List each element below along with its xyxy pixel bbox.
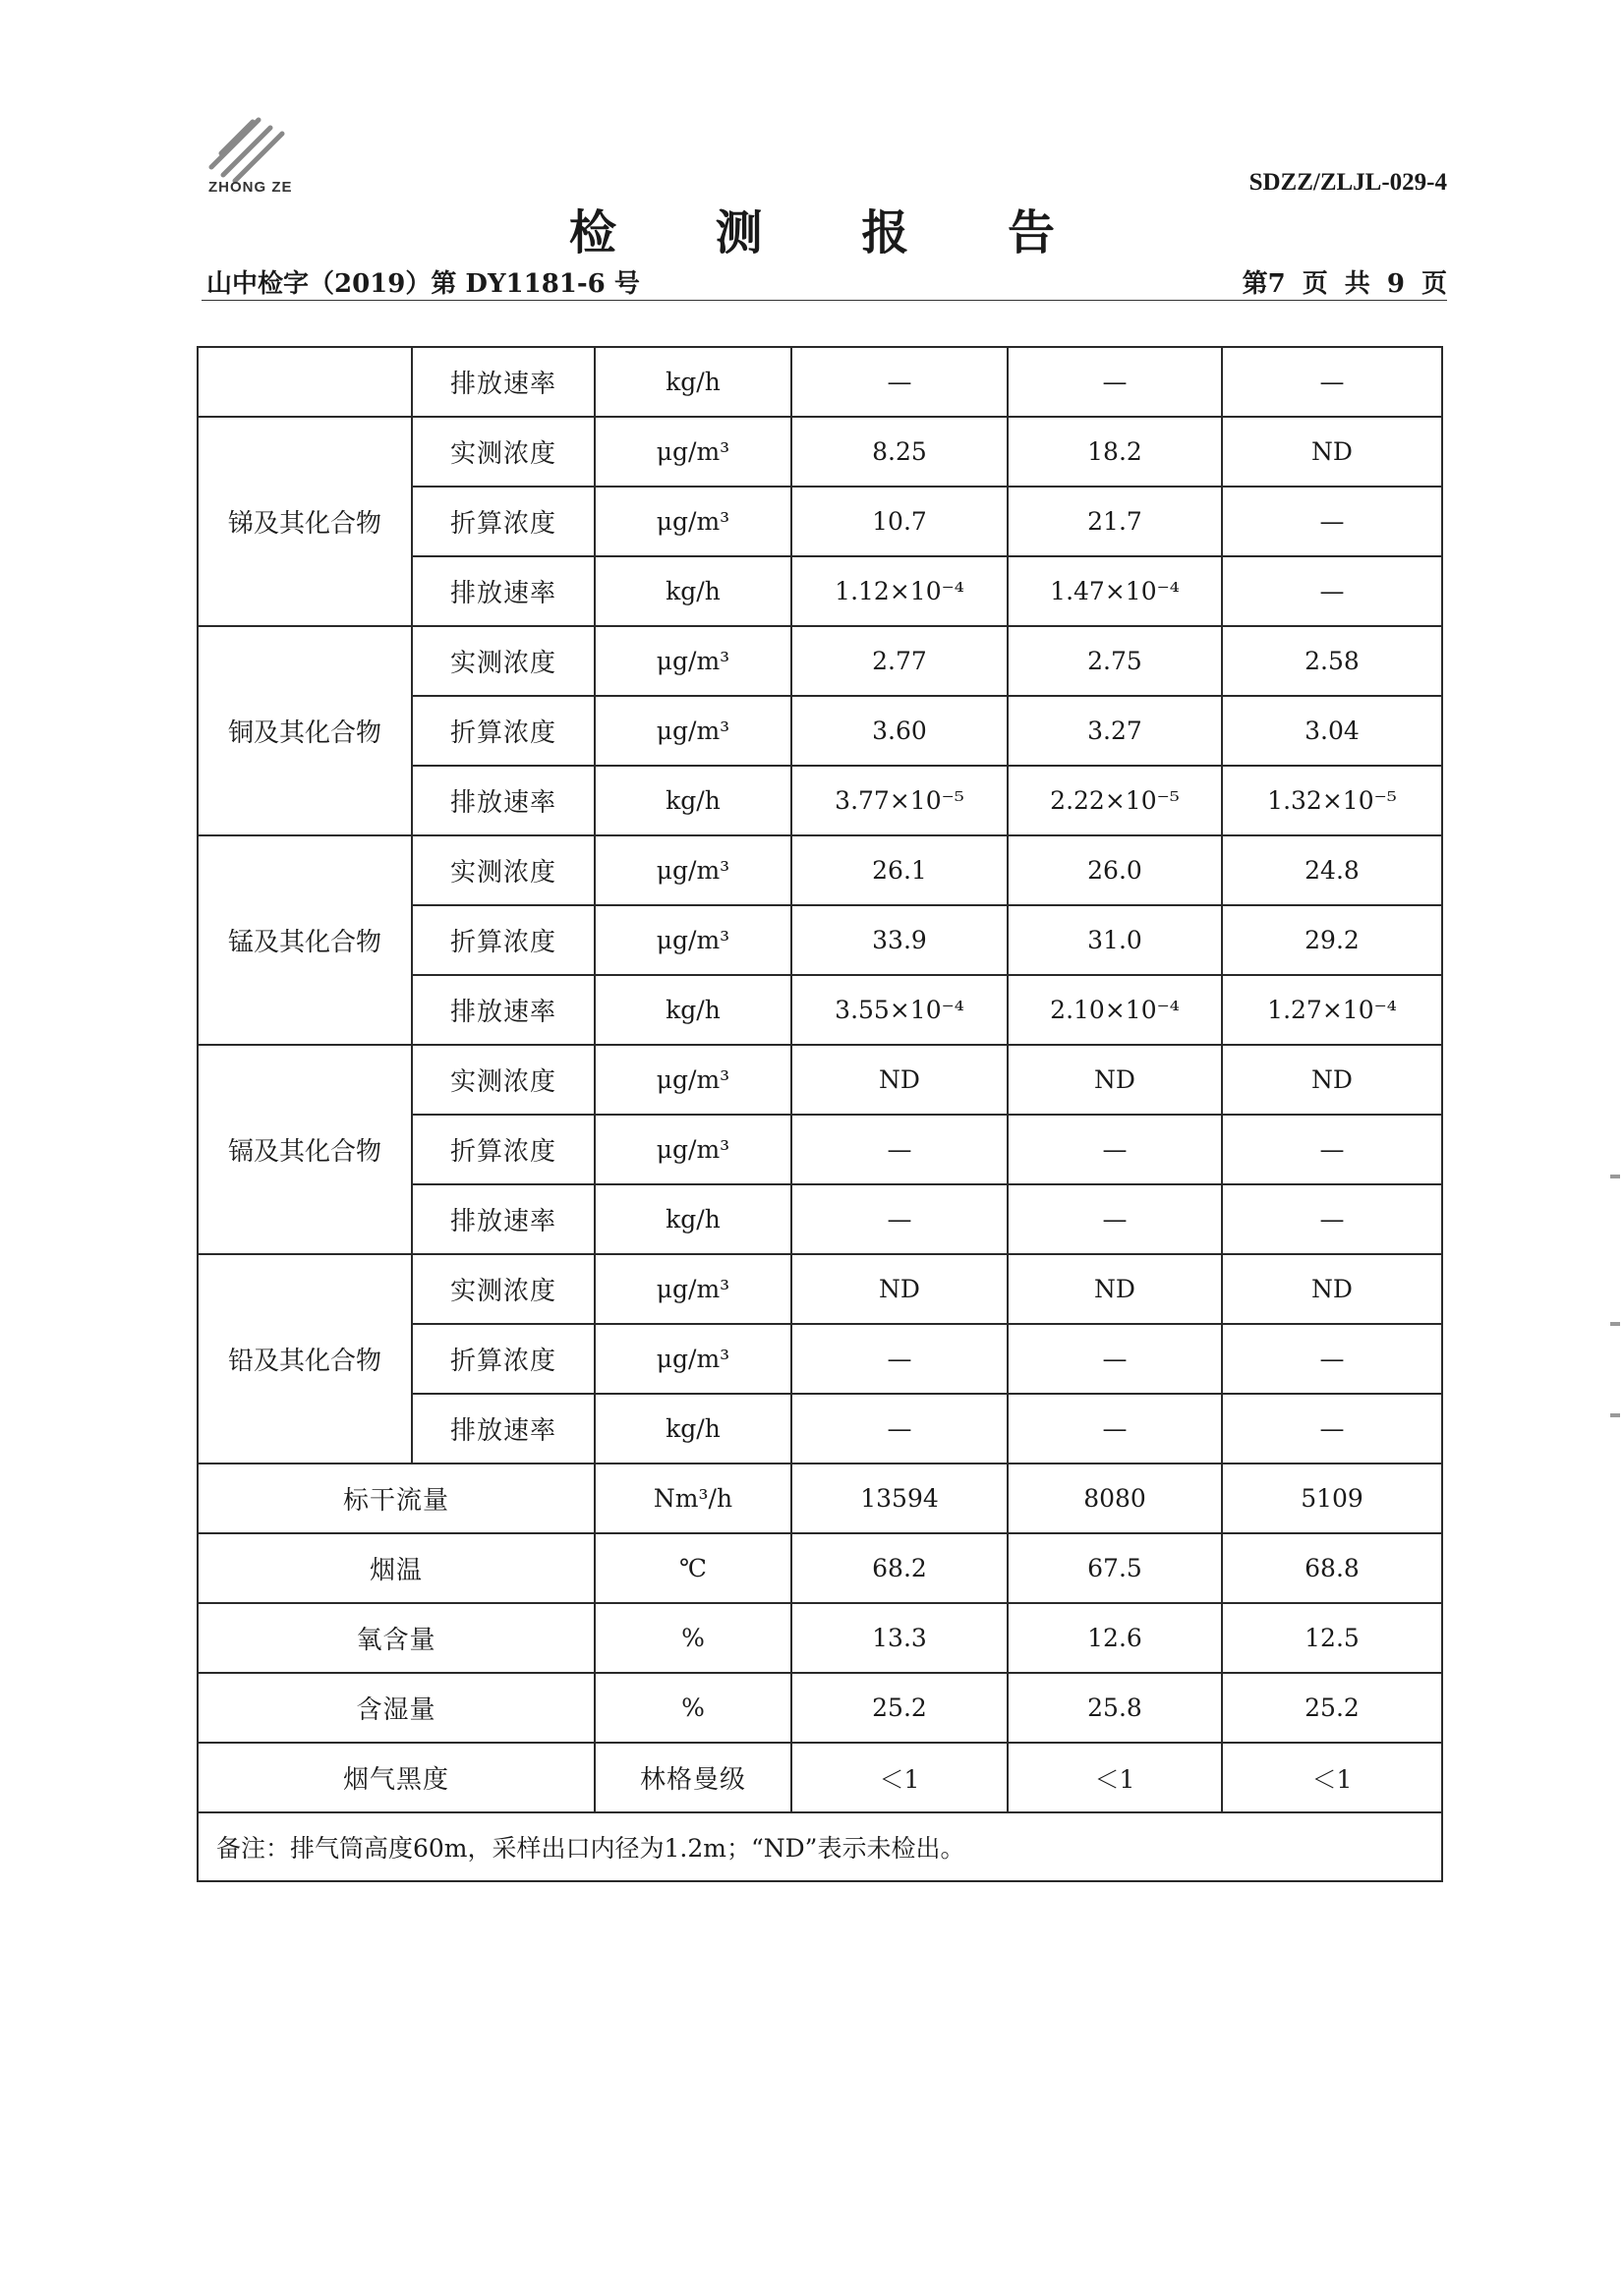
value-cell: 33.9 — [791, 905, 1008, 975]
value-cell: 3.27 — [1008, 696, 1222, 766]
unit-cell: μg/m³ — [595, 417, 791, 487]
table-row — [198, 1254, 1442, 1324]
value-cell: — — [791, 1115, 1008, 1184]
param-cell: 排放速率 — [412, 1394, 595, 1464]
unit-cell: % — [595, 1673, 791, 1743]
param-cell: 折算浓度 — [412, 905, 595, 975]
value-cell: 5109 — [1222, 1464, 1442, 1533]
value-cell: ND — [1008, 1045, 1222, 1115]
value-cell: — — [1008, 1184, 1222, 1254]
report-number: 山中检字（2019）第 DY1181-6 号 — [206, 269, 640, 299]
unit-cell: μg/m³ — [595, 696, 791, 766]
param-cell: 实测浓度 — [412, 1045, 595, 1115]
unit-cell: μg/m³ — [595, 626, 791, 696]
value-cell: ND — [1222, 417, 1442, 487]
value-cell: 18.2 — [1008, 417, 1222, 487]
table-row — [198, 1464, 1442, 1533]
value-cell: 24.8 — [1222, 835, 1442, 905]
page-title: 检 测 报 告 — [568, 205, 1097, 260]
document-code: SDZZ/ZLJL-029-4 — [1248, 169, 1447, 196]
value-cell: 25.8 — [1008, 1673, 1222, 1743]
value-cell: — — [791, 347, 1008, 417]
param-cell: 烟温 — [198, 1533, 595, 1603]
value-cell: 2.58 — [1222, 626, 1442, 696]
value-cell: — — [791, 1324, 1008, 1394]
unit-cell: Nm³/h — [595, 1464, 791, 1533]
unit-cell: μg/m³ — [595, 1324, 791, 1394]
value-cell: 21.7 — [1008, 487, 1222, 556]
unit-cell: kg/h — [595, 347, 791, 417]
group-cell: 锑及其化合物 — [198, 417, 412, 626]
unit-cell: μg/m³ — [595, 1045, 791, 1115]
logo-text: ZHONG ZE — [208, 179, 293, 196]
table-row — [198, 1673, 1442, 1743]
unit-cell: kg/h — [595, 1394, 791, 1464]
unit-cell: μg/m³ — [595, 1115, 791, 1184]
unit-cell: kg/h — [595, 766, 791, 835]
unit-cell: μg/m³ — [595, 905, 791, 975]
value-cell: ＜1 — [1222, 1743, 1442, 1812]
value-cell: — — [1222, 487, 1442, 556]
value-cell: — — [1222, 1184, 1442, 1254]
unit-cell: kg/h — [595, 975, 791, 1045]
table-row — [198, 1603, 1442, 1673]
table-row — [198, 1743, 1442, 1812]
value-cell: — — [1008, 1115, 1222, 1184]
value-cell: 8080 — [1008, 1464, 1222, 1533]
table-row — [198, 626, 1442, 696]
unit-cell: μg/m³ — [595, 835, 791, 905]
group-cell: 镉及其化合物 — [198, 1045, 412, 1254]
value-cell: 12.6 — [1008, 1603, 1222, 1673]
param-cell: 实测浓度 — [412, 835, 595, 905]
value-cell: — — [791, 1184, 1008, 1254]
group-cell — [198, 347, 412, 417]
value-cell: 26.0 — [1008, 835, 1222, 905]
value-cell: 3.04 — [1222, 696, 1442, 766]
value-cell: 2.77 — [791, 626, 1008, 696]
header-divider — [202, 300, 1447, 301]
unit-cell: kg/h — [595, 1184, 791, 1254]
param-cell: 实测浓度 — [412, 417, 595, 487]
unit-cell: % — [595, 1603, 791, 1673]
table-row — [198, 1533, 1442, 1603]
value-cell: 26.1 — [791, 835, 1008, 905]
param-cell: 实测浓度 — [412, 626, 595, 696]
table-row — [198, 835, 1442, 905]
value-cell: — — [1008, 1324, 1222, 1394]
param-cell: 排放速率 — [412, 1184, 595, 1254]
param-cell: 排放速率 — [412, 975, 595, 1045]
value-cell: — — [1222, 1394, 1442, 1464]
emission-table — [197, 346, 1443, 1882]
value-cell: — — [1008, 347, 1222, 417]
value-cell: 25.2 — [1222, 1673, 1442, 1743]
value-cell: ND — [1008, 1254, 1222, 1324]
value-cell: 2.22×10⁻⁵ — [1008, 766, 1222, 835]
value-cell: 68.8 — [1222, 1533, 1442, 1603]
table-row — [198, 417, 1442, 487]
param-cell: 标干流量 — [198, 1464, 595, 1533]
param-cell: 含湿量 — [198, 1673, 595, 1743]
value-cell: — — [1222, 1324, 1442, 1394]
unit-cell: ℃ — [595, 1533, 791, 1603]
value-cell: 13594 — [791, 1464, 1008, 1533]
value-cell: — — [1222, 556, 1442, 626]
note-cell: 备注：排气筒高度60m，采样出口内径为1.2m；“ND”表示未检出。 — [198, 1812, 1442, 1881]
value-cell: 12.5 — [1222, 1603, 1442, 1673]
value-cell: ND — [1222, 1254, 1442, 1324]
param-cell: 排放速率 — [412, 766, 595, 835]
group-cell: 铅及其化合物 — [198, 1254, 412, 1464]
param-cell: 实测浓度 — [412, 1254, 595, 1324]
value-cell: 3.55×10⁻⁴ — [791, 975, 1008, 1045]
unit-cell: μg/m³ — [595, 487, 791, 556]
value-cell: 1.32×10⁻⁵ — [1222, 766, 1442, 835]
scan-mark — [1610, 1413, 1620, 1417]
unit-cell: 林格曼级 — [595, 1743, 791, 1812]
value-cell: 25.2 — [791, 1673, 1008, 1743]
scan-mark — [1610, 1322, 1620, 1326]
group-cell: 铜及其化合物 — [198, 626, 412, 835]
unit-cell: μg/m³ — [595, 1254, 791, 1324]
value-cell: 10.7 — [791, 487, 1008, 556]
param-cell: 烟气黑度 — [198, 1743, 595, 1812]
value-cell: 68.2 — [791, 1533, 1008, 1603]
value-cell: ND — [1222, 1045, 1442, 1115]
table-row — [198, 347, 1442, 417]
value-cell: 1.12×10⁻⁴ — [791, 556, 1008, 626]
value-cell: 67.5 — [1008, 1533, 1222, 1603]
value-cell: — — [791, 1394, 1008, 1464]
param-cell: 折算浓度 — [412, 487, 595, 556]
param-cell: 氧含量 — [198, 1603, 595, 1673]
value-cell: — — [1222, 1115, 1442, 1184]
param-cell: 排放速率 — [412, 556, 595, 626]
value-cell: ND — [791, 1254, 1008, 1324]
value-cell: 3.60 — [791, 696, 1008, 766]
group-cell: 锰及其化合物 — [198, 835, 412, 1045]
unit-cell: kg/h — [595, 556, 791, 626]
value-cell: 31.0 — [1008, 905, 1222, 975]
value-cell: ND — [791, 1045, 1008, 1115]
value-cell: 2.10×10⁻⁴ — [1008, 975, 1222, 1045]
value-cell: ＜1 — [791, 1743, 1008, 1812]
value-cell: ＜1 — [1008, 1743, 1222, 1812]
note-row — [198, 1812, 1442, 1881]
value-cell: 8.25 — [791, 417, 1008, 487]
param-cell: 折算浓度 — [412, 696, 595, 766]
param-cell: 折算浓度 — [412, 1115, 595, 1184]
value-cell: 3.77×10⁻⁵ — [791, 766, 1008, 835]
param-cell: 折算浓度 — [412, 1324, 595, 1394]
value-cell: — — [1008, 1394, 1222, 1464]
value-cell: 13.3 — [791, 1603, 1008, 1673]
value-cell: 29.2 — [1222, 905, 1442, 975]
param-cell: 排放速率 — [412, 347, 595, 417]
scan-mark — [1610, 1175, 1620, 1178]
value-cell: 1.27×10⁻⁴ — [1222, 975, 1442, 1045]
value-cell: — — [1222, 347, 1442, 417]
value-cell: 1.47×10⁻⁴ — [1008, 556, 1222, 626]
table-row — [198, 1045, 1442, 1115]
value-cell: 2.75 — [1008, 626, 1222, 696]
page-number: 第7 页 共 9 页 — [1242, 269, 1447, 299]
